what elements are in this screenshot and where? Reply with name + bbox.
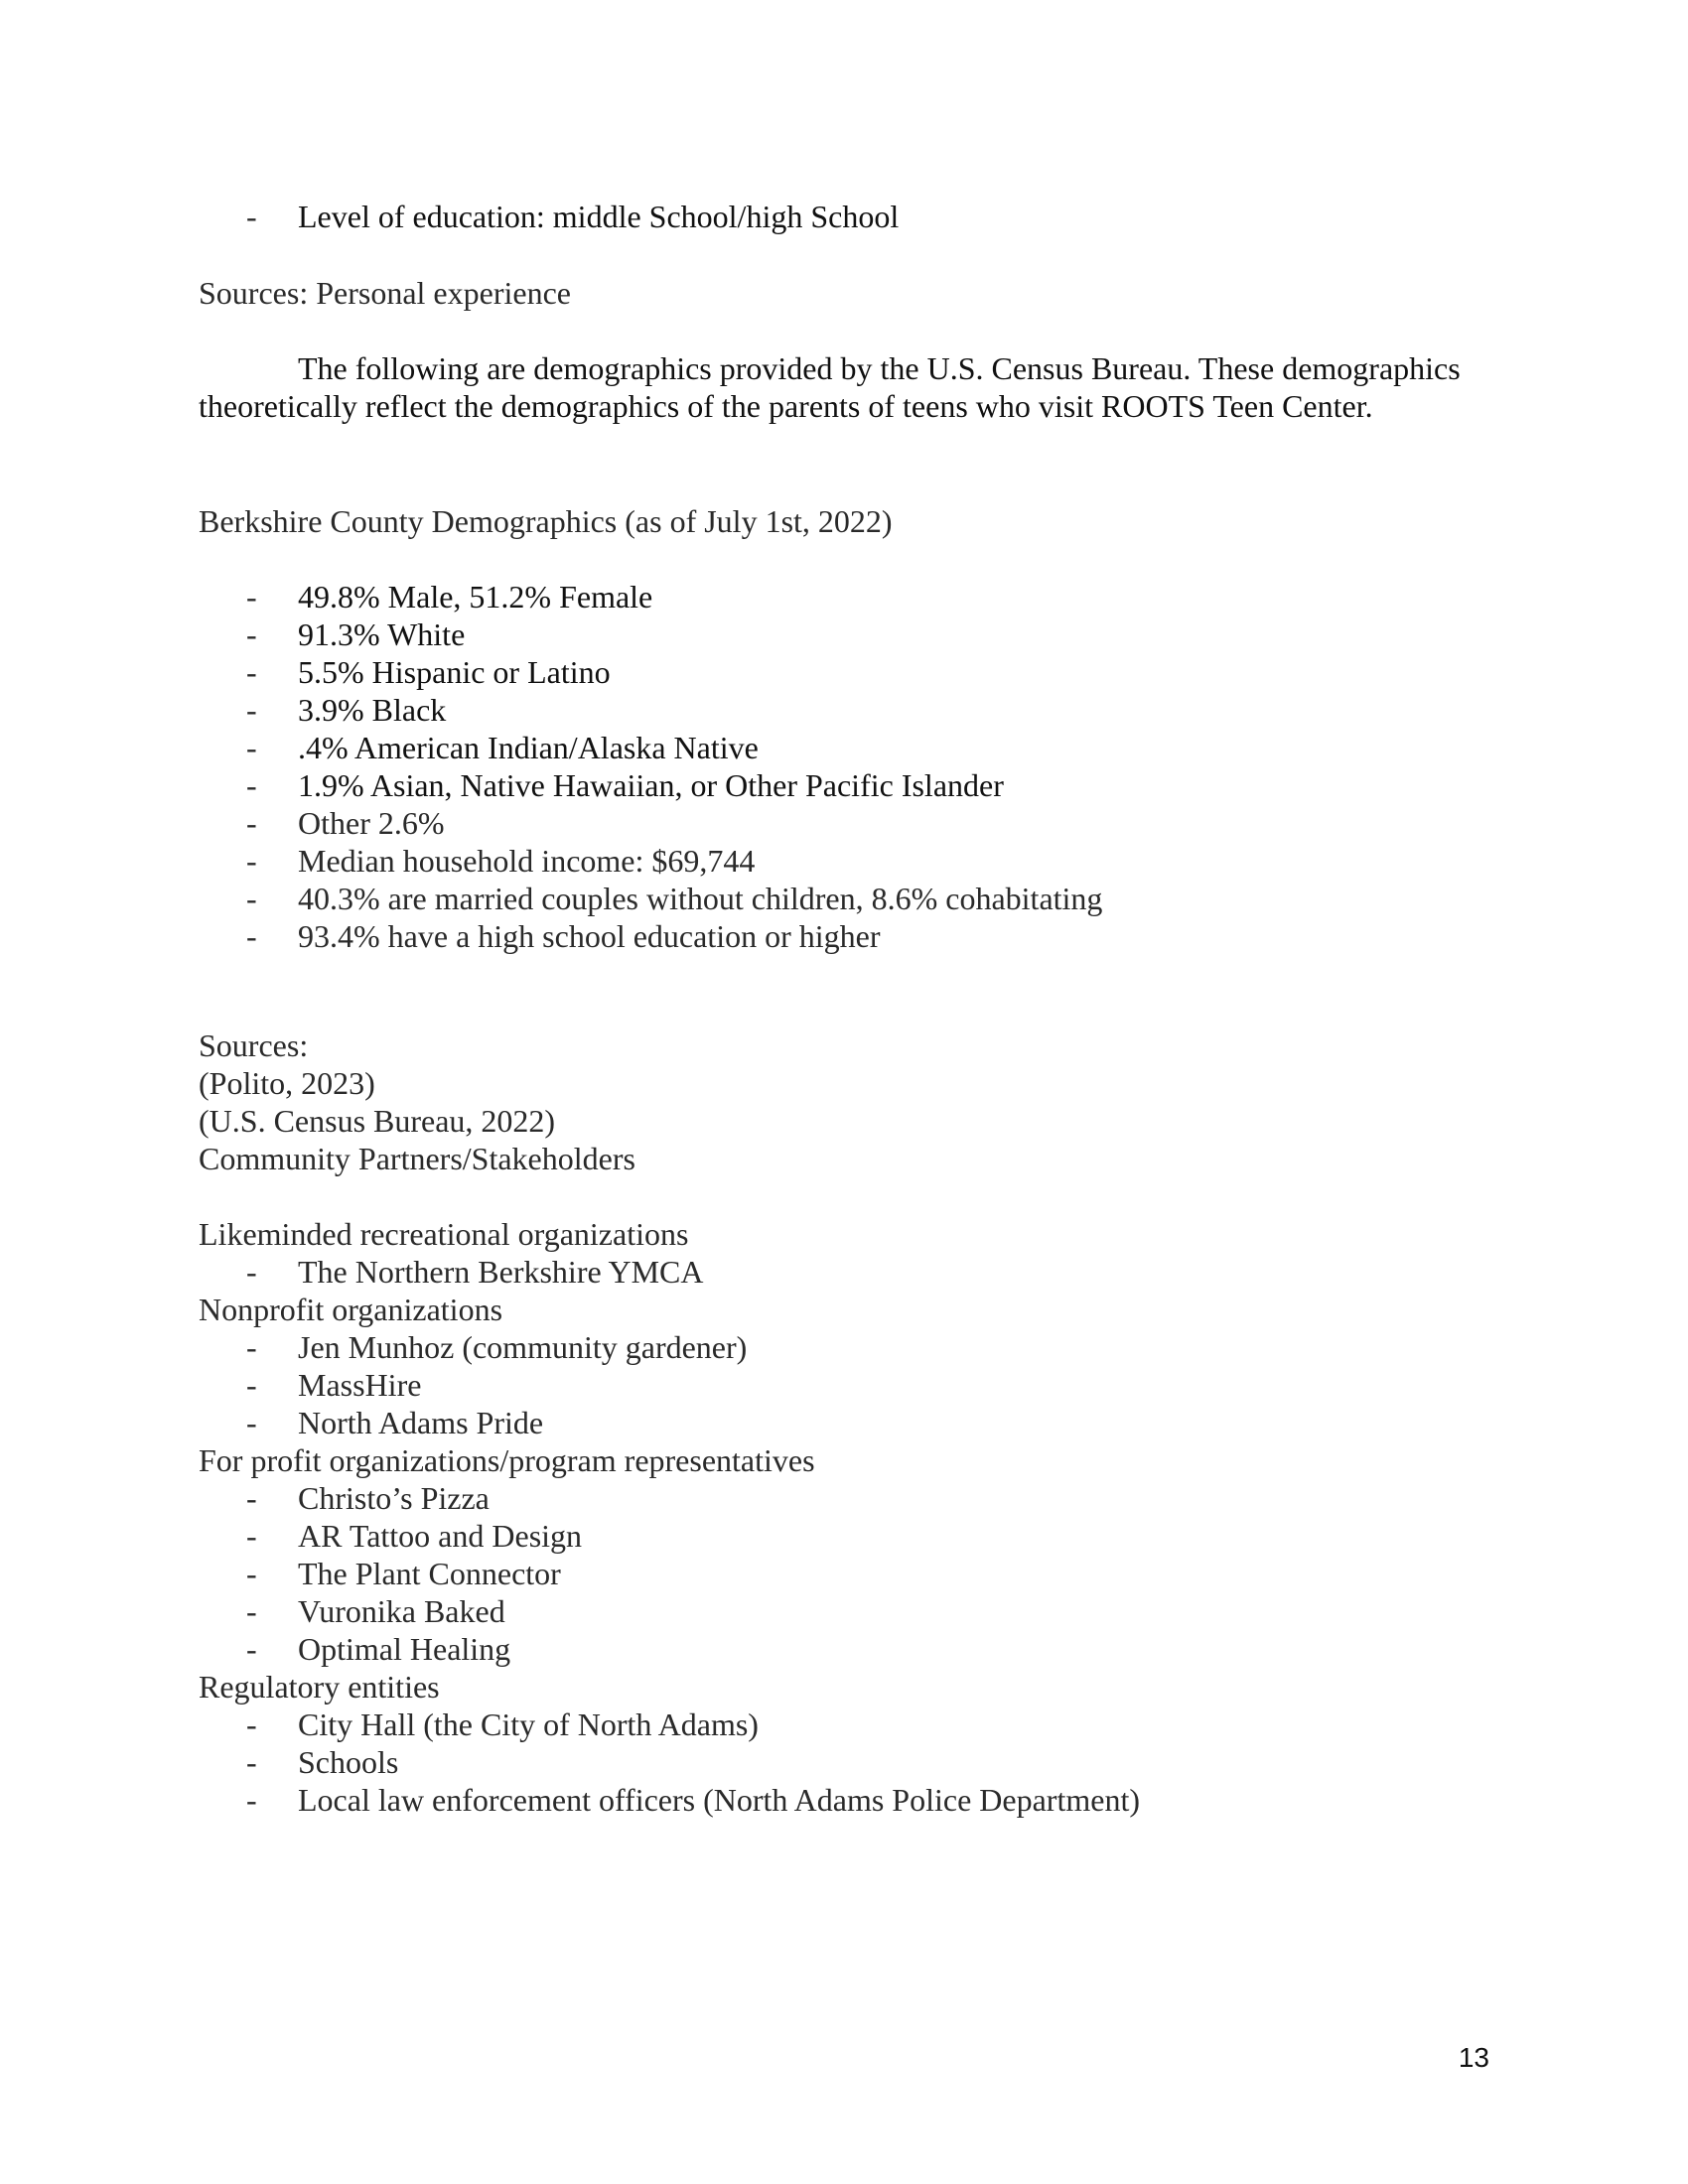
list-item [199,766,1489,804]
dash-bullet: - [246,579,257,614]
group-list [199,1706,1489,1819]
sources-heading: Sources: [199,1027,309,1063]
dash-bullet: - [246,805,257,841]
list-item [199,1517,1489,1555]
dash-bullet: - [246,918,257,954]
list-item-text: 49.8% Male, 51.2% Female [298,579,653,614]
list-item [199,1555,1489,1592]
partners-section [199,1215,1489,1819]
list-item-text: The Northern Berkshire YMCA [298,1254,704,1290]
dash-bullet: - [246,1744,257,1780]
dash-bullet: - [246,616,257,652]
dash-bullet: - [246,843,257,879]
dash-bullet: - [246,1706,257,1742]
group-title: Regulatory entities [199,1669,440,1705]
dash-bullet: - [246,730,257,765]
sources-block [199,1026,1489,1177]
list-item [199,691,1489,729]
list-item-text: 91.3% White [298,616,466,652]
list-item-text: MassHire [298,1367,422,1403]
list-item [199,917,1489,955]
list-item [199,729,1489,766]
demographics-heading: Berkshire County Demographics (as of July 1st, 2022) [199,503,893,539]
demographics-list [199,578,1489,955]
list-item-text: Vuronika Baked [298,1593,505,1629]
list-item-text: 5.5% Hispanic or Latino [298,654,611,690]
list-item [199,1328,1489,1366]
list-item [199,842,1489,880]
list-item [199,1479,1489,1517]
dash-bullet: - [246,1556,257,1591]
list-item-text: AR Tattoo and Design [298,1518,583,1554]
list-item-text: Median household income: $69,744 [298,843,756,879]
education-list [199,198,1489,235]
dash-bullet: - [246,1593,257,1629]
list-item-text: North Adams Pride [298,1405,544,1440]
list-item-text: 40.3% are married couples without children, 8.6% cohabitating [298,881,1103,916]
list-item-text: Level of education: middle School/high School [298,199,900,234]
list-item [199,1743,1489,1781]
page-number: 13 [1458,2042,1489,2073]
list-item [199,198,1489,235]
dash-bullet: - [246,767,257,803]
dash-bullet: - [246,692,257,728]
group-title: Nonprofit organizations [199,1292,503,1327]
list-item-text: 93.4% have a high school education or higher [298,918,881,954]
list-item-text: 1.9% Asian, Native Hawaiian, or Other Pacific Islander [298,767,1004,803]
list-item [199,804,1489,842]
list-item-text: Christo’s Pizza [298,1480,490,1516]
group-list [199,1328,1489,1441]
list-item-text: Jen Munhoz (community gardener) [298,1329,748,1365]
dash-bullet: - [246,1329,257,1365]
group-title: For profit organizations/program representatives [199,1442,815,1478]
list-item-text: The Plant Connector [298,1556,561,1591]
dash-bullet: - [246,1782,257,1818]
dash-bullet: - [246,199,257,234]
sources-personal: Sources: Personal experience [199,275,571,311]
dash-bullet: - [246,1518,257,1554]
list-item [199,1592,1489,1630]
source-citation: (U.S. Census Bureau, 2022) [199,1103,556,1139]
group-title: Likeminded recreational organizations [199,1216,689,1252]
list-item [199,615,1489,653]
dash-bullet: - [246,881,257,916]
dash-bullet: - [246,1367,257,1403]
group-list [199,1479,1489,1668]
list-item-text: .4% American Indian/Alaska Native [298,730,759,765]
intro-paragraph: The following are demographics provided by the U.S. Census Bureau. These demographics theoretically reflect the demographics of the parents of teens who visit ROOTS Teen Center. [199,350,1461,424]
dash-bullet: - [246,1405,257,1440]
dash-bullet: - [246,1254,257,1290]
group-list [199,1253,1489,1291]
list-item-text: 3.9% Black [298,692,447,728]
list-item [199,1404,1489,1441]
list-item [199,1366,1489,1404]
list-item [199,1706,1489,1743]
partners-heading: Community Partners/Stakeholders [199,1141,635,1176]
list-item [199,1781,1489,1819]
list-item-text: City Hall (the City of North Adams) [298,1706,759,1742]
list-item [199,578,1489,615]
list-item-text: Schools [298,1744,399,1780]
list-item-text: Other 2.6% [298,805,445,841]
dash-bullet: - [246,1631,257,1667]
dash-bullet: - [246,654,257,690]
source-citation: (Polito, 2023) [199,1065,375,1101]
list-item-text: Optimal Healing [298,1631,511,1667]
list-item [199,653,1489,691]
list-item [199,1253,1489,1291]
dash-bullet: - [246,1480,257,1516]
list-item [199,880,1489,917]
list-item [199,1630,1489,1668]
list-item-text: Local law enforcement officers (North Adams Police Department) [298,1782,1140,1818]
